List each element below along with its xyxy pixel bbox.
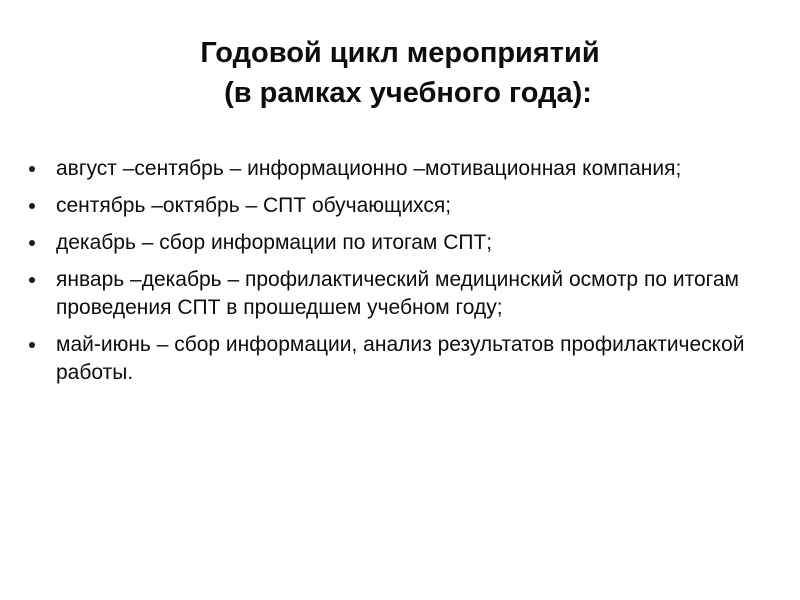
bullet-text: сентябрь –октябрь – СПТ обучающихся; (56, 194, 452, 217)
bullet-text: май-июнь – сбор информации, анализ результатов профилактической работы. (56, 333, 745, 384)
slide-title (0, 33, 800, 113)
bullet-text: август –сентябрь – информационно –мотивационная компания; (56, 157, 682, 180)
list-item (28, 266, 748, 322)
bullet-icon (29, 277, 35, 283)
bullet-icon (29, 166, 35, 172)
bullet-list (28, 155, 748, 396)
list-item (28, 155, 748, 183)
bullet-text: декабрь – сбор информации по итогам СПТ; (56, 231, 493, 254)
list-item (28, 229, 748, 257)
list-item (28, 331, 748, 387)
title-line-2: (в рамках учебного года): (224, 77, 592, 110)
title-line-1: Годовой цикл мероприятий (200, 37, 600, 70)
list-item (28, 192, 748, 220)
bullet-icon (29, 342, 35, 348)
bullet-icon (29, 203, 35, 209)
bullet-text: январь –декабрь – профилактический медицинский осмотр по итогам проведения СПТ в прошедшем учебном году; (56, 268, 739, 319)
bullet-icon (29, 240, 35, 246)
